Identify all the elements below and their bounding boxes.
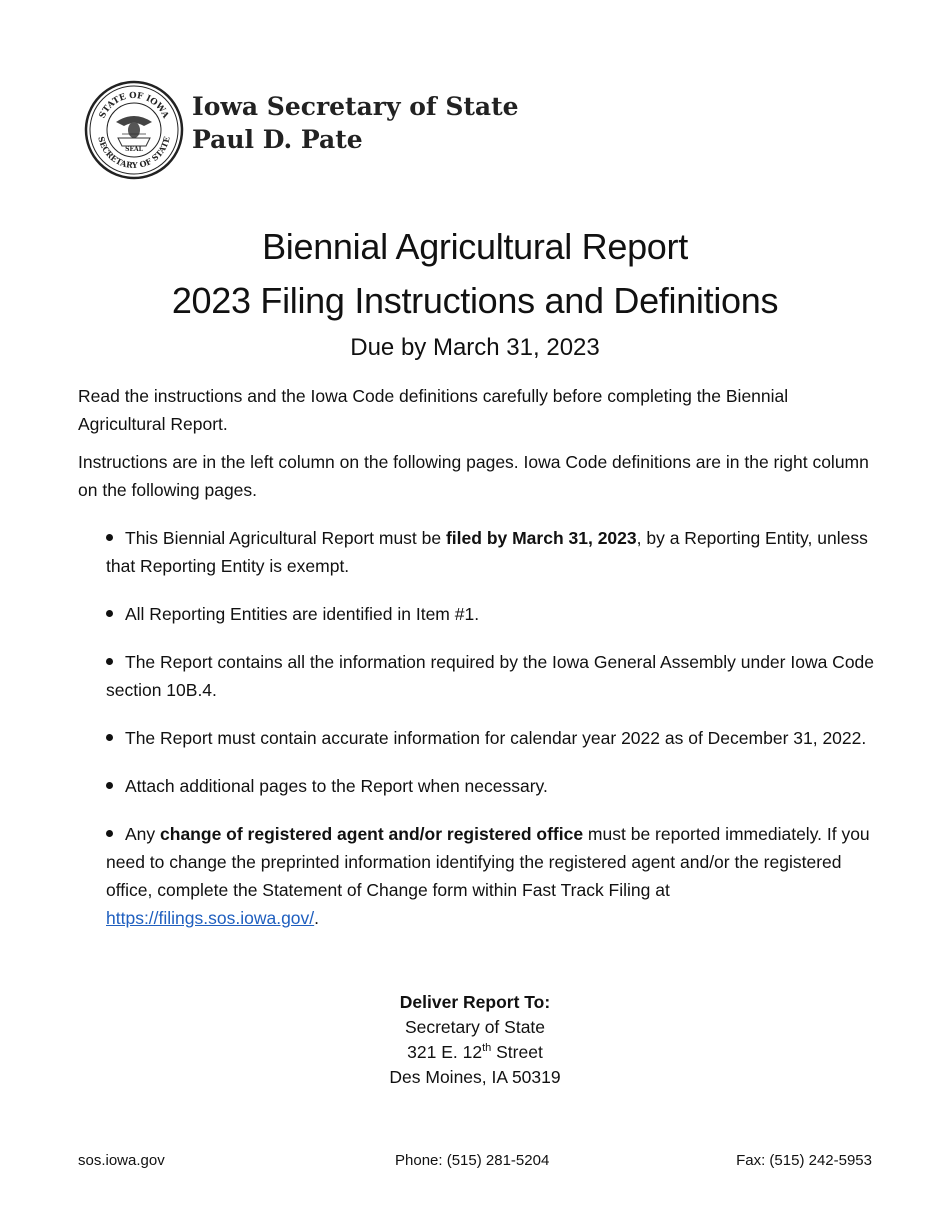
instructions-list xyxy=(78,524,878,932)
change-agent-emphasis: change of registered agent and/or registered office xyxy=(160,824,584,844)
fast-track-filing-link[interactable]: https://filings.sos.iowa.gov/ xyxy=(106,908,315,928)
filing-deadline-emphasis: filed by March 31, 2023 xyxy=(445,528,637,548)
footer-website: sos.iowa.gov xyxy=(78,1152,165,1169)
seal-center-text: SEAL xyxy=(125,146,143,153)
intro-paragraph-2: Instructions are in the left column on the following pages. Iowa Code definitions are in the right column on the following pages. xyxy=(78,452,869,500)
org-line-2: Paul D. Pate xyxy=(192,125,363,154)
footer-phone: Phone: (515) 281-5204 xyxy=(395,1152,550,1169)
delivery-heading: Deliver Report To: xyxy=(399,992,551,1012)
page-header xyxy=(84,80,519,180)
list-item: Any change of registered agent and/or registered office must be reported immediately. If you need to change the preprinted information identifying the registered agent and/or the registered office, complete the Statement of Change form within Fast Track Filing at https://filings.sos.iowa.gov/. xyxy=(106,824,870,928)
bullet-icon xyxy=(106,734,113,741)
bullet-icon xyxy=(106,830,113,837)
bullet-icon xyxy=(106,534,113,541)
page-footer xyxy=(78,1152,872,1176)
page-title: Biennial Agricultural Report xyxy=(262,226,688,267)
footer-fax: Fax: (515) 242-5953 xyxy=(736,1152,872,1169)
page-subtitle: 2023 Filing Instructions and Definitions xyxy=(171,280,779,321)
state-of-iowa-seal-icon xyxy=(84,80,184,180)
address-line-2: 321 E. 12th Street xyxy=(407,1042,543,1062)
list-item: Attach additional pages to the Report when necessary. xyxy=(106,772,878,800)
due-date: Due by March 31, 2023 xyxy=(350,334,600,361)
bullet-icon xyxy=(106,658,113,665)
list-item: The Report contains all the information required by the Iowa General Assembly under Iowa Code section 10B.4. xyxy=(106,652,875,700)
delivery-address xyxy=(0,990,950,1090)
intro-paragraph-1: Read the instructions and the Iowa Code definitions carefully before completing the Biennial Agricultural Report. xyxy=(78,386,789,434)
bullet-icon xyxy=(106,782,113,789)
list-item: The Report must contain accurate information for calendar year 2022 as of December 31, 2022. xyxy=(106,724,878,752)
seal-top-text: STATE OF IOWA xyxy=(97,90,171,121)
list-item: All Reporting Entities are identified in Item #1. xyxy=(106,600,878,628)
instructions-body xyxy=(78,382,878,952)
address-line-3: Des Moines, IA 50319 xyxy=(389,1067,561,1087)
bullet-icon xyxy=(106,610,113,617)
list-item: This Biennial Agricultural Report must be filed by March 31, 2023, by a Reporting Entity, unless that Reporting Entity is exempt. xyxy=(106,528,868,576)
seal-bottom-text: SECRETARY OF STATE xyxy=(96,135,172,171)
title-block xyxy=(0,220,950,366)
organization-name xyxy=(192,90,519,156)
org-line-1: Iowa Secretary of State xyxy=(192,92,519,121)
address-line-1: Secretary of State xyxy=(404,1017,546,1037)
